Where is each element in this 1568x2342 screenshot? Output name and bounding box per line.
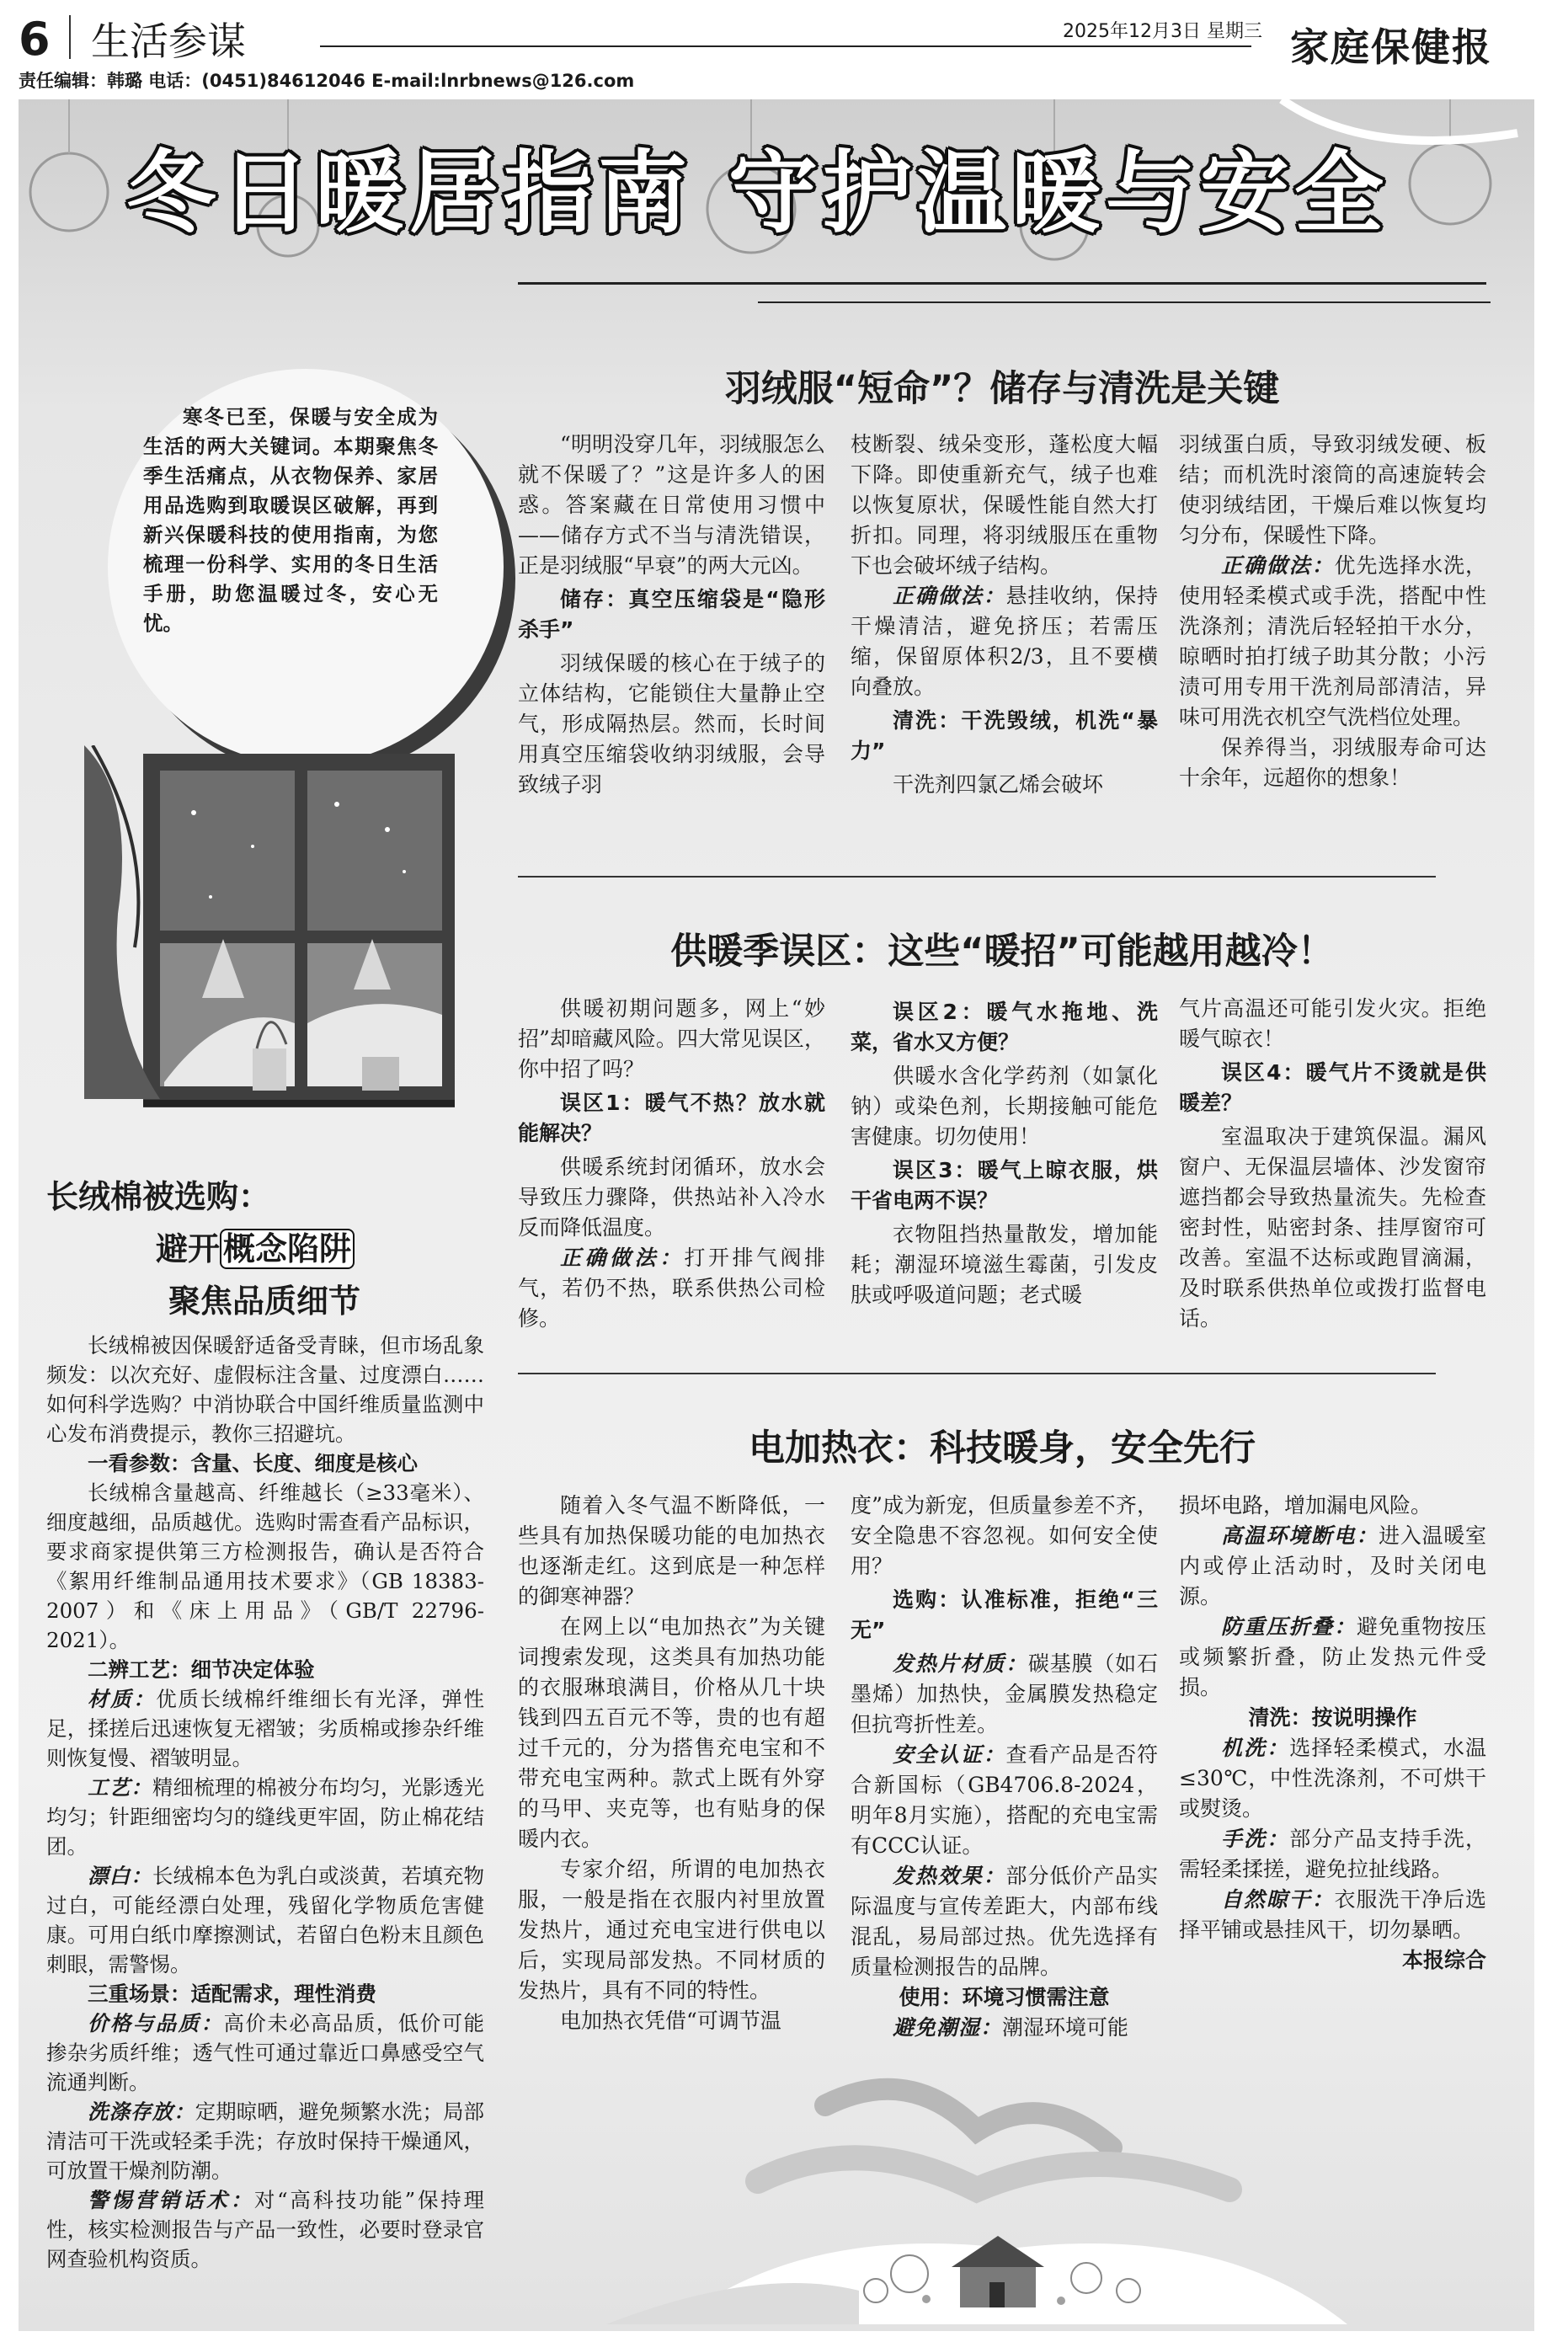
down-jacket-col-1 [518, 429, 825, 800]
winter-window-illustration [84, 745, 463, 1116]
title-line: 聚焦品质细节 [168, 1283, 361, 1320]
title-highlight: 概念陷阱 [220, 1229, 355, 1269]
paragraph-text: 悬挂收纳，保持干燥清洁，避免挤压；若需压缩，保留原体积2/3，且不要横向叠放。 [851, 584, 1158, 699]
winter-village-illustration [505, 2055, 1516, 2324]
paragraph [518, 1243, 825, 1334]
paragraph [46, 2097, 484, 2185]
title-rule-secondary [758, 301, 1491, 303]
newspaper-brand: 家庭保健报 [1290, 24, 1492, 70]
key-phrase: 发热效果： [893, 1864, 1006, 1888]
paragraph-text: 碳基膜（如石墨烯）加热快，金属膜发热稳定但抗弯折性差。 [851, 1651, 1158, 1736]
paragraph: 枝断裂、绒朵变形，蓬松度大幅下降。即使重新充气，绒子也难以恢复原状，保暖性能自然大打折扣。同理，将羽绒服压在重物下也会破坏绒子结构。 [851, 432, 1158, 578]
subheading: 选购：认准标准，拒绝“三无” [851, 1587, 1158, 1642]
paragraph: 电加热衣凭借“可调节温 [560, 2009, 781, 2033]
page-number: 6 [19, 13, 51, 66]
main-title: 冬日暖居指南 守护温暖与安全 [126, 141, 1389, 245]
title-line [46, 1223, 484, 1275]
paragraph: 干洗剂四氯乙烯会破坏 [893, 772, 1104, 797]
paragraph-text: 优先选择水洗，使用轻柔模式或手洗，搭配中性洗涤剂；清洗后轻轻拍干水分，晾晒时拍打绒子助其分散；小污渍可用专用干洗剂局部清洁，异味可用洗衣机空气洗档位处理。 [1179, 553, 1486, 729]
title-line: 长绒棉被选购： [46, 1178, 271, 1215]
heated-clothing-col-3 [1179, 1491, 1486, 1976]
paragraph-text: 潮湿环境可能 [1002, 2015, 1129, 2040]
paragraph: 保养得当，羽绒服寿命可达十余年，远超你的想象！ [1179, 735, 1486, 790]
intro-text: 寒冬已至，保暖与安全成为生活的两大关键词。本期聚焦冬季生活痛点，从衣物保养、家居用品选购到取暖误区破解，再到新兴保暖科技的使用指南，为您梳理一份科学、实用的冬日生活手册，助您温暖过冬，安心无忧。 [143, 405, 438, 635]
subheading: 误区1：暖气不热？放水就能解决？ [518, 1091, 825, 1145]
paragraph-text: 避免重物按压或频繁折叠，防止发热元件受损。 [1179, 1614, 1486, 1699]
down-jacket-col-2 [851, 429, 1158, 800]
paragraph: 羽绒蛋白质，导致羽绒发硬、板结；而机洗时滚筒的高速旋转会使羽绒结团，干燥后难以恢复均匀分布，保暖性下降。 [1179, 432, 1486, 547]
down-jacket-heading: 羽绒服“短命”？储存与清洗是关键 [724, 368, 1280, 410]
section-title: 生活参谋 [91, 19, 246, 64]
paragraph [46, 2009, 484, 2097]
heated-clothing-col-1 [518, 1491, 825, 2036]
paragraph [851, 1861, 1158, 1982]
paragraph: 随着入冬气温不断降低，一些具有加热保暖功能的电加热衣也逐渐走红。这到底是一种怎样的御寒神器？ [518, 1493, 825, 1608]
key-phrase: 高温环境断电： [1221, 1523, 1379, 1548]
section-separator [518, 876, 1436, 878]
paragraph: 在网上以“电加热衣”为关键词搜索发现，这类具有加热功能的衣服琳琅满目，价格从几十块钱到四五百元不等，贵的也有超过千元的，分为搭售充电宝和不带充电宝两种。款式上既有外穿的马甲、夹克等，也有贴身的保暖内衣。 [518, 1614, 825, 1851]
paragraph [46, 1861, 484, 1979]
heating-myths-heading: 供暖季误区：这些“暖招”可能越用越冷！ [670, 931, 1334, 973]
header-rule [320, 45, 1251, 47]
paragraph [851, 581, 1158, 702]
editor-line: 责任编辑：韩璐 电话：(0451)84612046 E-mail:lnrbnews@126.com [19, 71, 635, 91]
paragraph [46, 2185, 484, 2274]
paragraph-text: 选择轻柔模式，水温≤30℃，中性洗涤剂，不可烘干或熨烫。 [1179, 1736, 1486, 1821]
paragraph: 长绒棉被因保暖舒适备受青睐，但市场乱象频发：以次充好、虚假标注含量、过度漂白……如何科学选购？中消协联合中国纤维质量监测中心发布消费提示，教你三招避坑。 [46, 1333, 484, 1446]
paragraph [46, 1773, 484, 1861]
paragraph: 专家介绍，所谓的电加热衣服，一般是指在衣服内衬里放置发热片，通过充电宝进行供电以后，实现局部发热。不同材质的发热片，具有不同的特性。 [518, 1857, 825, 2003]
paragraph: 室温取决于建筑保温。漏风窗户、无保温层墙体、沙发窗帘遮挡都会导致热量流失。先检查密封性，贴密封条、挂厚窗帘可改善。室温不达标或跑冒滴漏，及时联系供热单位或拨打监督电话。 [1179, 1124, 1486, 1331]
paragraph-text: 长绒棉本色为乳白或淡黄，若填充物过白，可能经漂白处理，残留化学物质危害健康。可用白纸巾摩擦测试，若留白色粉末且颜色刺眼，需警惕。 [46, 1864, 485, 1977]
key-phrase: 机洗： [1221, 1736, 1290, 1760]
paragraph-text: 对“高科技功能”保持理性，核实检测报告与产品一致性，必要时登录官网查验机构资质。 [46, 2188, 484, 2271]
subheading: 储存：真空压缩袋是“隐形杀手” [518, 587, 825, 642]
key-phrase: 警惕营销话术： [88, 2188, 254, 2212]
paragraph: 度”成为新宠，但质量参差不齐，安全隐患不容忽视。如何安全使用？ [851, 1493, 1158, 1578]
key-phrase: 漂白： [88, 1864, 152, 1888]
paragraph [46, 1684, 484, 1773]
paragraph-text: 衣服洗干净后选择平铺或悬挂风干，切勿暴晒。 [1179, 1887, 1486, 1942]
key-phrase: 工艺： [88, 1775, 152, 1800]
heated-clothing-heading: 电加热衣：科技暖身，安全先行 [749, 1427, 1256, 1470]
key-phrase: 安全认证： [893, 1742, 1006, 1767]
paragraph-text: 部分产品支持手洗，需轻柔揉搓，避免拉扯线路。 [1179, 1827, 1486, 1881]
byline: 本报综合 [1401, 1948, 1486, 1972]
header-divider [69, 15, 71, 59]
paragraph [851, 1740, 1158, 1861]
section-separator [518, 1373, 1436, 1374]
key-phrase: 正确做法： [1221, 553, 1335, 578]
paragraph: 供暖初期问题多，网上“妙招”却暗藏风险。四大常见误区，你中招了吗？ [518, 996, 825, 1081]
title-rule [518, 282, 1486, 285]
paragraph: 供暖系统封闭循环，放水会导致压力骤降，供热站补入冷水反而降低温度。 [518, 1155, 825, 1240]
title-prefix: 避开 [156, 1230, 221, 1267]
key-phrase: 正确做法： [560, 1246, 685, 1270]
paragraph [1179, 1521, 1486, 1612]
paragraph: 损坏电路，增加漏电风险。 [1179, 1493, 1432, 1518]
paragraph: 供暖水含化学药剂（如氯化钠）或染色剂，长期接触可能危害健康。切勿使用！ [851, 1064, 1158, 1149]
issue-date: 2025年12月3日 星期三 [1063, 21, 1262, 42]
subheading: 误区3：暖气上晾衣服，烘干省电两不误？ [851, 1158, 1158, 1213]
quilt-article-title [46, 1171, 484, 1327]
subheading: 二辨工艺：细节决定体验 [88, 1657, 315, 1682]
down-jacket-col-3 [1179, 429, 1486, 793]
key-phrase: 正确做法： [893, 584, 1006, 608]
key-phrase: 手洗： [1221, 1827, 1290, 1851]
subheading: 使用：环境习惯需注意 [899, 1985, 1110, 2009]
heating-col-1 [518, 994, 825, 1334]
key-phrase: 自然晾干： [1221, 1887, 1335, 1912]
paragraph-text: 精细梳理的棉被分布均匀，光影透光均匀；针距细密均匀的缝线更牢固，防止棉花结团。 [46, 1775, 485, 1859]
paragraph-text: 部分低价产品实际温度与宣传差距大，内部布线混乱，易局部过热。优先选择有质量检测报告的品牌。 [851, 1864, 1158, 1979]
paragraph: 长绒棉含量越高、纤维越长（≥33毫米）、细度越细，品质越优。选购时需查看产品标识，要求商家提供第三方检测报告，确认是否符合《絮用纤维制品通用技术要求》（GB 18383-2007）和《床上用品》（GB/T 22796-2021）。 [46, 1480, 484, 1652]
paragraph [1179, 1612, 1486, 1703]
heating-col-3 [1179, 994, 1486, 1334]
heated-clothing-col-2 [851, 1491, 1158, 2043]
paragraph [851, 2013, 1158, 2043]
paragraph-text: 查看产品是否符合新国标（GB4706.8-2024，明年8月实施），搭配的充电宝需有CCC认证。 [851, 1742, 1158, 1858]
paragraph-text: 定期晾晒，避免频繁水洗；局部清洁可干洗或轻柔手洗；存放时保持干燥通风，可放置干燥剂防潮。 [46, 2099, 485, 2183]
paragraph: 羽绒保暖的核心在于绒子的立体结构，它能锁住大量静止空气，形成隔热层。然而，长时间用真空压缩袋收纳羽绒服，会导致绒子羽 [518, 651, 825, 797]
key-phrase: 价格与品质： [88, 2011, 224, 2035]
subheading: 清洗：干洗毁绒，机洗“暴力” [851, 708, 1158, 763]
key-phrase: 发热片材质： [893, 1651, 1028, 1676]
subheading: 误区2：暖气水拖地、洗菜，省水又方便？ [851, 1000, 1158, 1054]
quilt-article-body [46, 1331, 484, 2274]
paragraph: 气片高温还可能引发火灾。拒绝暖气晾衣！ [1179, 996, 1486, 1051]
paragraph: “明明没穿几年，羽绒服怎么就不保暖了？”这是许多人的困惑。答案藏在日常使用习惯中——储存方式不当与清洗错误，正是羽绒服“早衰”的两大元凶。 [518, 432, 825, 578]
paragraph [1179, 551, 1486, 733]
paragraph [1179, 1885, 1486, 1945]
subheading: 清洗：按说明操作 [1248, 1705, 1417, 1730]
paragraph [1179, 1824, 1486, 1885]
paragraph: 衣物阻挡热量散发，增加能耗；潮湿环境滋生霉菌，引发皮肤或呼吸道问题；老式暖 [851, 1222, 1158, 1307]
key-phrase: 避免潮湿： [893, 2015, 1003, 2040]
paragraph-text: 进入温暖室内或停止活动时，及时关闭电源。 [1179, 1523, 1486, 1608]
subheading: 三重场景：适配需求，理性消费 [88, 1982, 376, 2006]
paragraph-text: 优质长绒棉纤维细长有光泽，弹性足，揉搓后迅速恢复无褶皱；劣质棉或掺杂纤维则恢复慢、褶皱明显。 [46, 1687, 484, 1770]
paragraph [1179, 1733, 1486, 1824]
key-phrase: 防重压折叠： [1221, 1614, 1357, 1639]
key-phrase: 材质： [88, 1687, 157, 1711]
paragraph [851, 1649, 1158, 1740]
paragraph-text: 高价未必高品质，低价可能掺杂劣质纤维；透气性可通过靠近口鼻感受空气流通判断。 [46, 2011, 485, 2094]
paragraph-text: 打开排气阀排气，若仍不热，联系供热公司检修。 [518, 1246, 825, 1331]
heating-col-2 [851, 994, 1158, 1310]
subheading: 误区4：暖气片不烫就是供暖差？ [1179, 1060, 1486, 1115]
subheading: 一看参数：含量、长度、细度是核心 [88, 1451, 418, 1475]
key-phrase: 洗涤存放： [88, 2099, 195, 2124]
